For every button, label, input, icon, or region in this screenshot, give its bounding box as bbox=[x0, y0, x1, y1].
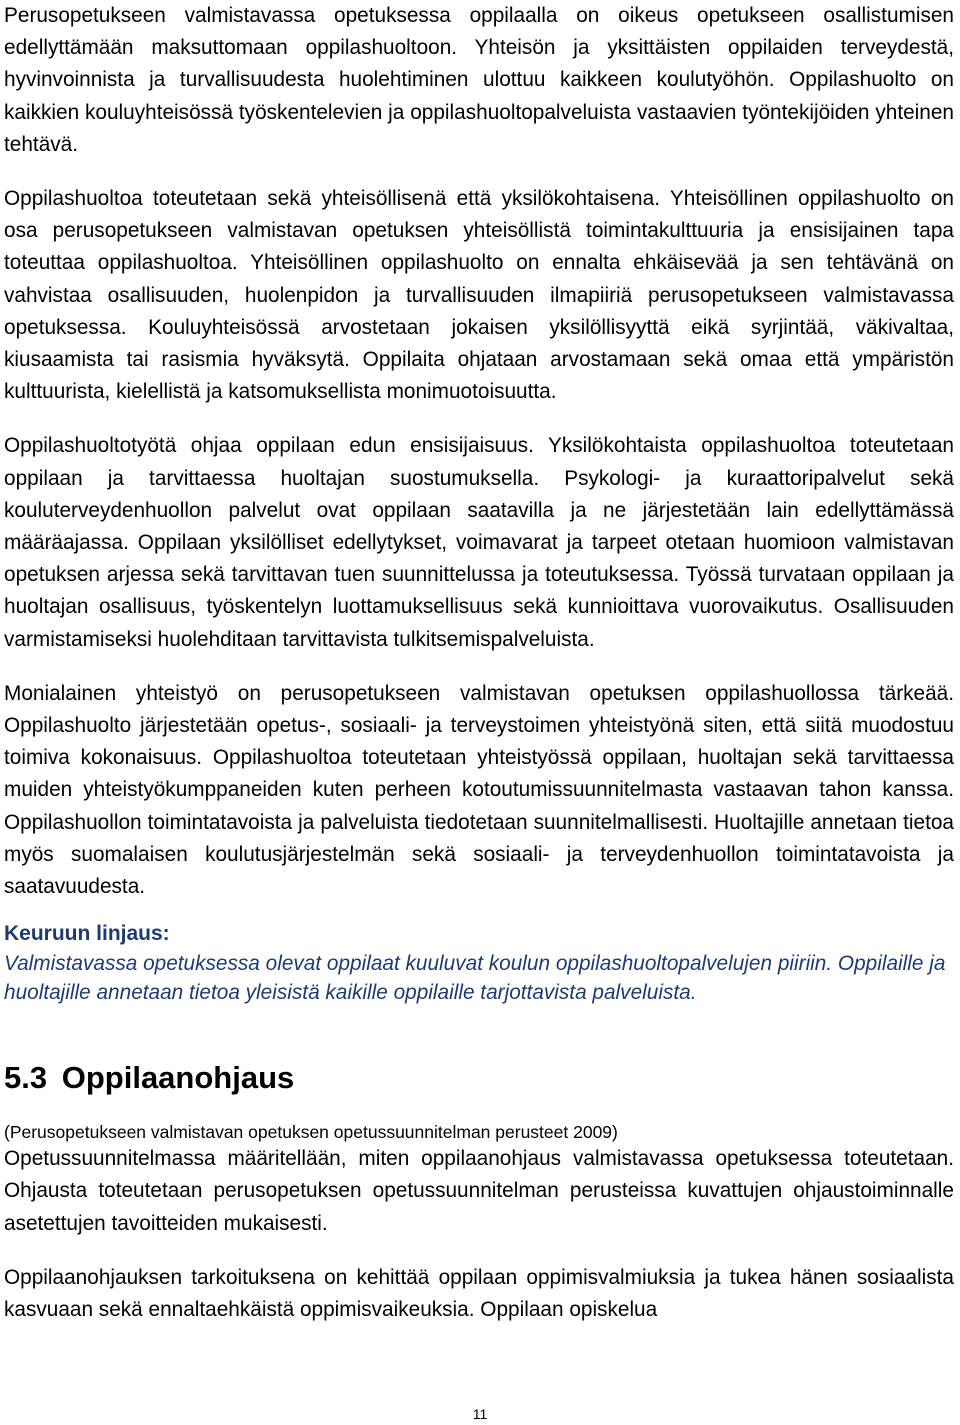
document-page bbox=[4, 0, 954, 1326]
paragraph-individual-welfare: Oppilashuoltotyötä ohjaa oppilaan edun ensisijaisuus. Yksilökohtaista oppilashuoltoa toteutetaan oppilaan ja tarvittaessa huoltajan suostumuksella. Psykologi- ja kuraattoripalvelut sekä kouluterveydenhuollon palvelut ovat oppilaan saatavilla ja ne järjestetään lain edellyttämässä määräajassa. Oppilaan yksilölliset edellytykset, voimavarat ja tarpeet otetaan huomioon valmistavan opetuksen arjessa sekä tarvittavan tuen suunnittelussa ja toteutuksessa. Työssä turvataan oppilaan ja huoltajan osallisuus, työskentelyn luottamuksellisuus sekä kunnioittava vuorovaikutus. Osallisuuden varmistamiseksi huolehditaan tarvittavista tulkitsemispalveluista. bbox=[4, 434, 954, 651]
section-reference: (Perusopetukseen valmistavan opetuksen opetussuunnitelman perusteet 2009) bbox=[4, 1122, 618, 1143]
section-heading bbox=[4, 1059, 954, 1097]
page-number: 11 bbox=[472, 1406, 488, 1422]
policy-body: Valmistavassa opetuksessa olevat oppilaat kuuluvat koulun oppilashuoltopalvelujen piiriin. Oppilaille ja huoltajille annetaan tietoa yleisistä kaikille oppilaille tarjottavista palveluista. bbox=[4, 952, 946, 1005]
paragraph-multidisciplinary-cooperation: Monialainen yhteistyö on perusopetukseen valmistavan opetuksen oppilashuollossa tärkeää. Oppilashuolto järjestetään opetus-, sosiaali- ja terveystoimen yhteistyönä siten, että siitä muodostuu toimiva kokonaisuus. Oppilashuoltoa toteutetaan yhteistyössä oppilaan, huoltajan sekä tarvittaessa muiden yhteistyökumppaneiden kuten perheen kotoutumissuunnitelmasta vastaavan tahon kanssa. Oppilashuollon toimintatavoista ja palveluista tiedotetaan suunnitelmallisesti. Huoltajille annetaan tietoa myös suomalaisen koulutusjärjestelmän sekä sosiaali- ja terveydenhuollon toimintatavoista ja saatavuudesta. bbox=[4, 681, 954, 899]
policy-block bbox=[4, 919, 954, 1007]
paragraph-student-welfare-right: Perusopetukseen valmistavassa opetuksessa oppilaalla on oikeus opetukseen osallistumisen edellyttämään maksuttomaan oppilashuoltoon. Yhteisön ja yksittäisten oppilaiden terveydestä, hyvinvoinnista ja turvallisuudesta huolehtiminen ulottuu kaikkeen koulutyöhön. Oppilashuolto on kaikkien kouluyhteisössä työskentelevien ja oppilashuoltopalveluista vastaavien työntekijöiden yhteinen tehtävä. bbox=[4, 4, 954, 156]
paragraph-guidance-purpose: Oppilaanohjauksen tarkoituksena on kehittää oppilaan oppimisvalmiuksia ja tukea hänen sosiaalista kasvuaan sekä ennaltaehkäistä oppimisvaikeuksia. Oppilaan opiskelua bbox=[4, 1265, 954, 1322]
policy-heading: Keuruun linjaus: bbox=[4, 922, 170, 946]
section-title: Oppilaanohjaus bbox=[61, 1060, 295, 1096]
paragraph-guidance-curriculum: Opetussuunnitelmassa määritellään, miten oppilaanohjaus valmistavassa opetuksessa toteutetaan. Ohjausta toteutetaan perusopetuksen opetussuunnitelman perusteissa kuvattujen ohjaustoiminnalle asetettujen tavoitteiden mukaisesti. bbox=[4, 1147, 954, 1235]
paragraph-communal-welfare: Oppilashuoltoa toteutetaan sekä yhteisöllisenä että yksilökohtaisena. Yhteisöllinen oppilashuolto on osa perusopetukseen valmistavan opetuksen yhteisöllistä toimintakulttuuria ja ensisijainen tapa toteuttaa oppilashuoltoa. Yhteisöllinen oppilashuolto on ennalta ehkäisevää ja sen tehtävänä on vahvistaa osallisuuden, huolenpidon ja turvallisuuden ilmapiiriä perusopetukseen valmistavassa opetuksessa. Kouluyhteisössä arvostetaan jokaisen yksilöllisyyttä eikä syrjintää, väkivaltaa, kiusaamista tai rasismia hyväksytä. Oppilaita ohjataan arvostamaan sekä omaa että ympäristön kulttuurista, kielellistä ja katsomuksellista monimuotoisuutta. bbox=[4, 187, 954, 404]
section-number: 5.3 bbox=[4, 1060, 48, 1096]
